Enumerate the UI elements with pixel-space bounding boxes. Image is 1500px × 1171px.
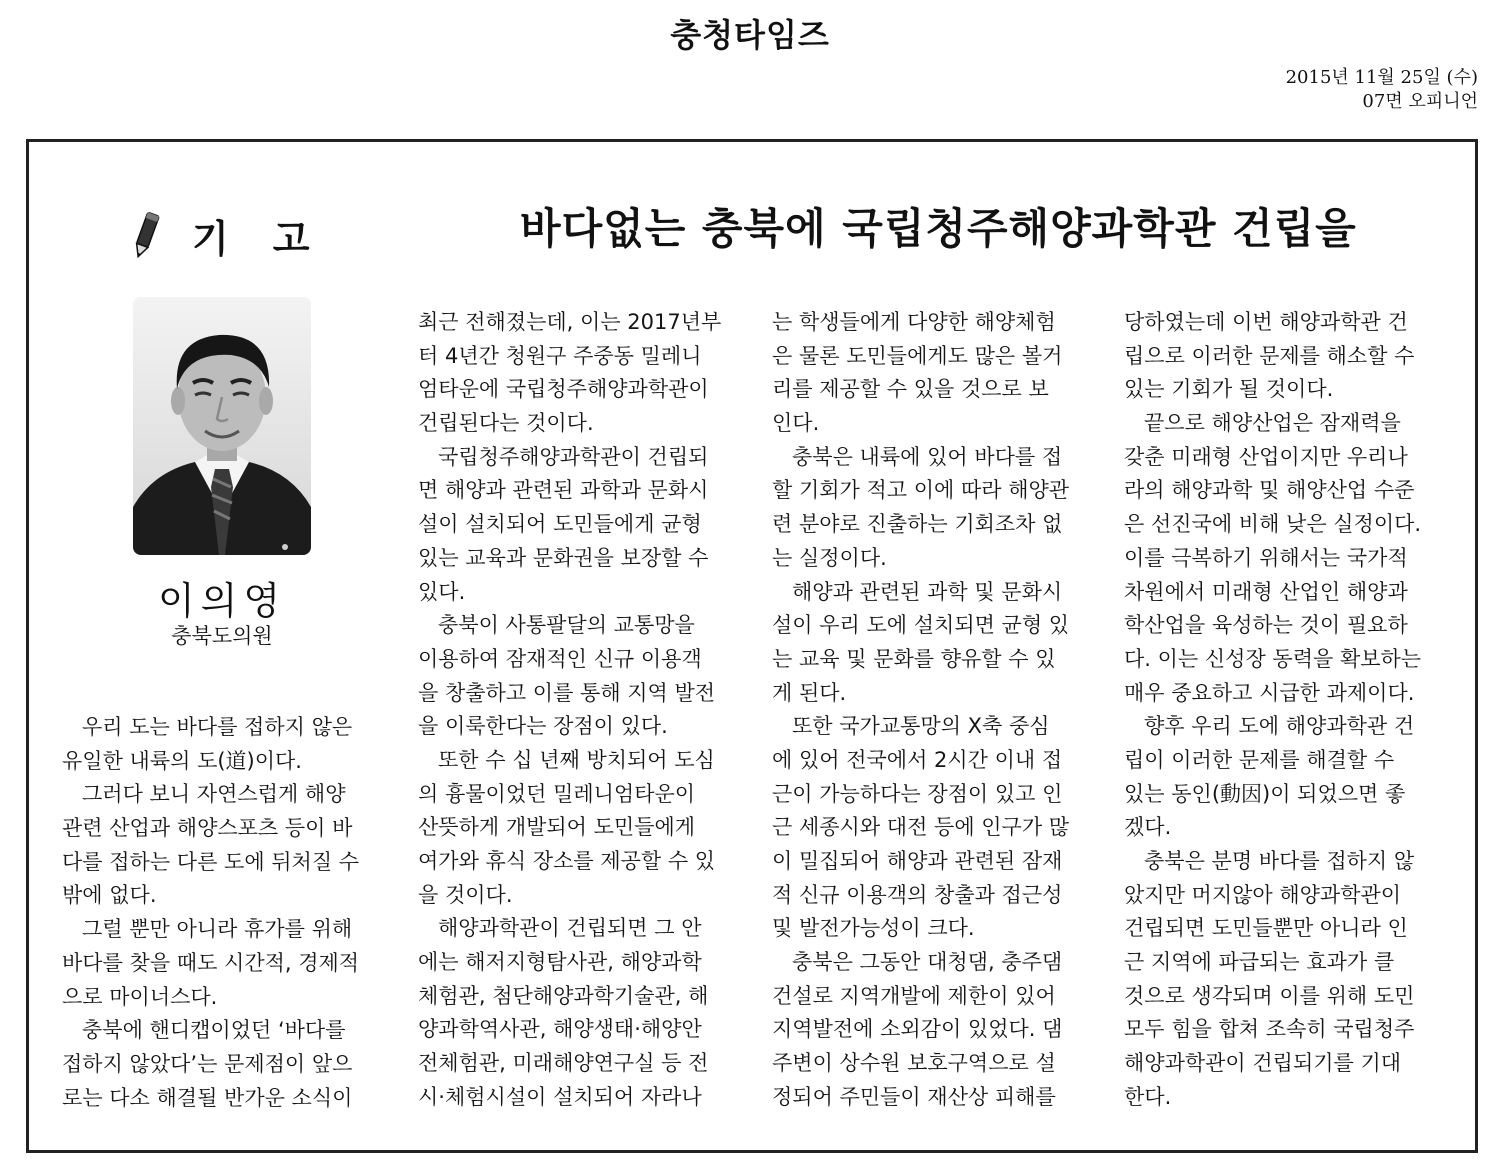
article-line: 는 실정이다. xyxy=(772,545,887,570)
article-line: 립으로 이러한 문제를 해소할 수 xyxy=(1124,343,1415,368)
publication-date: 2015년 11월 25일 (수) xyxy=(1285,67,1478,88)
article-line: 시·체험시설이 설치되어 자라나 xyxy=(418,1084,702,1109)
article-line: 설이 우리 도에 설치되면 균형 있 xyxy=(772,613,1070,638)
article-line: 학산업을 육성하는 것이 필요하 xyxy=(1124,613,1408,638)
article-line: 충북은 분명 바다를 접하지 않 xyxy=(1124,849,1415,873)
page-section: 07면 오피니언 xyxy=(1362,91,1478,112)
article-line: 해양과학관이 건립되기를 기대 xyxy=(1124,1051,1402,1076)
article-line: 국립청주해양과학관이 건립되 xyxy=(418,444,709,469)
article-line: 이용하여 잠재적인 신규 이용객 xyxy=(418,646,702,671)
article-line: 지역발전에 소외감이 있었다. 댐 xyxy=(772,1017,1063,1042)
article-line: 향후 우리 도에 해양과학관 건 xyxy=(1124,714,1415,739)
article-column-2 xyxy=(418,306,736,1115)
article-line: 바다를 찾을 때도 시간적, 경제적 xyxy=(62,950,360,975)
article-line: 겠다. xyxy=(1124,815,1172,840)
article-line: 차원에서 미래형 산업인 해양과 xyxy=(1124,579,1408,604)
newspaper-masthead: 충청타임즈 xyxy=(670,16,830,54)
article-line: 의 흉물이었던 밀레니엄타운이 xyxy=(418,781,696,806)
article-line: 립이 이러한 문제를 해결할 수 xyxy=(1124,747,1395,772)
article-line: 한다. xyxy=(1124,1084,1172,1109)
article-line: 있는 교육과 문화권을 보장할 수 xyxy=(418,545,709,570)
article-line: 을 것이다. xyxy=(418,882,513,907)
article-line: 이를 극복하기 위해서는 국가적 xyxy=(1124,545,1408,570)
article-line: 근이 가능하다는 장점이 있고 인 xyxy=(772,781,1063,806)
article-line: 은 선진국에 비해 낮은 실정이다. xyxy=(1124,512,1422,537)
article-line: 전체험관, 미래해양연구실 등 전 xyxy=(418,1051,709,1076)
article-line: 정되어 주민들이 재산상 피해를 xyxy=(772,1084,1056,1109)
article-line: 우리 도는 바다를 접하지 않은 xyxy=(62,715,353,739)
pencil-icon xyxy=(130,210,162,260)
author-name: 이의영 xyxy=(157,579,287,623)
article-line: 있는 동인(動因)이 되었으면 좋 xyxy=(1124,781,1406,806)
article-line: 유일한 내륙의 도(道)이다. xyxy=(62,748,302,773)
article-line: 엄타운에 국립청주해양과학관이 xyxy=(418,377,709,402)
article-line: 주변이 상수원 보호구역으로 설 xyxy=(772,1051,1056,1076)
article-line: 적 신규 이용객의 창출과 접근성 xyxy=(772,882,1063,907)
article-line: 근 지역에 파급되는 효과가 클 xyxy=(1124,950,1395,975)
article-line: 있는 기회가 될 것이다. xyxy=(1124,377,1334,402)
article-line: 끝으로 해양산업은 잠재력을 xyxy=(1124,411,1401,436)
article-line: 해양과 관련된 과학 및 문화시 xyxy=(772,579,1063,604)
article-line: 에는 해저지형탐사관, 해양과학 xyxy=(418,950,702,975)
article-line: 설이 설치되어 도민들에게 균형 xyxy=(418,512,702,537)
article-line: 면 해양과 관련된 과학과 문화시 xyxy=(418,478,709,503)
article-column-1 xyxy=(62,711,380,1115)
article-line: 할 기회가 적고 이에 따라 해양관 xyxy=(772,478,1070,503)
article-line: 리를 제공할 수 있을 것으로 보 xyxy=(772,377,1049,402)
article-line: 건립되면 도민들뿐만 아니라 인 xyxy=(1124,916,1408,941)
article-line: 다. 이는 신성장 동력을 확보하는 xyxy=(1124,646,1422,671)
article-line: 해양과학관이 건립되면 그 안 xyxy=(418,916,702,941)
article-column-3 xyxy=(772,306,1090,1115)
article-line: 체험관, 첨단해양과학기술관, 해 xyxy=(418,983,709,1008)
article-line: 건립된다는 것이다. xyxy=(418,411,594,436)
article-line: 관련 산업과 해양스포츠 등이 바 xyxy=(62,816,353,841)
column-label-text: 기고 xyxy=(192,216,354,261)
article-line: 인다. xyxy=(772,411,820,436)
article-line: 으로 마이너스다. xyxy=(62,984,218,1009)
article-line: 근 세종시와 대전 등에 인구가 많 xyxy=(772,815,1070,840)
article-line: 충북은 내륙에 있어 바다를 접 xyxy=(772,444,1063,469)
article-line: 로는 다소 해결될 반가운 소식이 xyxy=(62,1085,353,1110)
article-line: 는 학생들에게 다양한 해양체험 xyxy=(772,310,1056,334)
article-line: 을 이룩한다는 장점이 있다. xyxy=(418,714,668,739)
article-line: 건설로 지역개발에 제한이 있어 xyxy=(772,983,1056,1008)
article-line: 에 있어 전국에서 2시간 이내 접 xyxy=(772,747,1063,772)
article-line: 밖에 없다. xyxy=(62,883,157,908)
article-line: 그러다 보니 자연스럽게 해양 xyxy=(62,782,346,807)
article-line: 았지만 머지않아 해양과학관이 xyxy=(1124,882,1402,907)
article-line: 여가와 휴식 장소를 제공할 수 있 xyxy=(418,849,716,873)
article-line: 이 밀집되어 해양과 관련된 잠재 xyxy=(772,849,1063,873)
author-photo xyxy=(133,297,311,555)
article-line: 있다. xyxy=(418,579,466,604)
article-line: 모두 힘을 합쳐 조속히 국립청주 xyxy=(1124,1017,1415,1042)
article-line: 양과학역사관, 해양생태·해양안 xyxy=(418,1017,702,1042)
article-line: 라의 해양과학 및 해양산업 수준 xyxy=(1124,478,1415,503)
article-line: 충북이 사통팔달의 교통망을 xyxy=(418,613,695,638)
article-column-4 xyxy=(1124,306,1442,1115)
article-line: 을 창출하고 이를 통해 지역 발전 xyxy=(418,680,716,705)
article-line: 갖춘 미래형 산업이지만 우리나 xyxy=(1124,444,1408,469)
article-line: 다를 접하는 다른 도에 뒤처질 수 xyxy=(62,849,360,874)
article-line: 접하지 않았다’는 문제점이 앞으 xyxy=(62,1051,353,1076)
article-line: 산뜻하게 개발되어 도민들에게 xyxy=(418,815,696,840)
article-line: 최근 전해졌는데, 이는 2017년부 xyxy=(418,310,722,334)
article-line: 충북은 그동안 대청댐, 충주댐 xyxy=(772,950,1063,975)
author-title: 충북도의원 xyxy=(171,624,273,648)
article-line: 터 4년간 청원구 주중동 밀레니 xyxy=(418,343,702,368)
article-line: 는 교육 및 문화를 향유할 수 있 xyxy=(772,646,1056,671)
article-line: 충북에 핸디캡이었던 ‘바다를 xyxy=(62,1018,346,1043)
article-headline: 바다없는 충북에 국립청주해양과학관 건립을 xyxy=(520,204,1357,253)
article-line: 또한 국가교통망의 X축 중심 xyxy=(772,714,1050,739)
article-line: 련 분야로 진출하는 기회조차 없 xyxy=(772,512,1063,537)
article-line: 매우 중요하고 시급한 과제이다. xyxy=(1124,680,1415,705)
dateline xyxy=(1286,66,1478,114)
article-line: 그럴 뿐만 아니라 휴가를 위해 xyxy=(62,917,353,942)
article-line: 것으로 생각되며 이를 위해 도민 xyxy=(1124,983,1415,1008)
article-line: 은 물론 도민들에게도 많은 볼거 xyxy=(772,343,1063,368)
article-line: 당하였는데 이번 해양과학관 건 xyxy=(1124,310,1408,334)
article-line: 또한 수 십 년째 방치되어 도심 xyxy=(418,747,715,772)
article-line: 게 된다. xyxy=(772,680,847,705)
article-line: 및 발전가능성이 크다. xyxy=(772,916,975,941)
column-label xyxy=(130,205,353,265)
